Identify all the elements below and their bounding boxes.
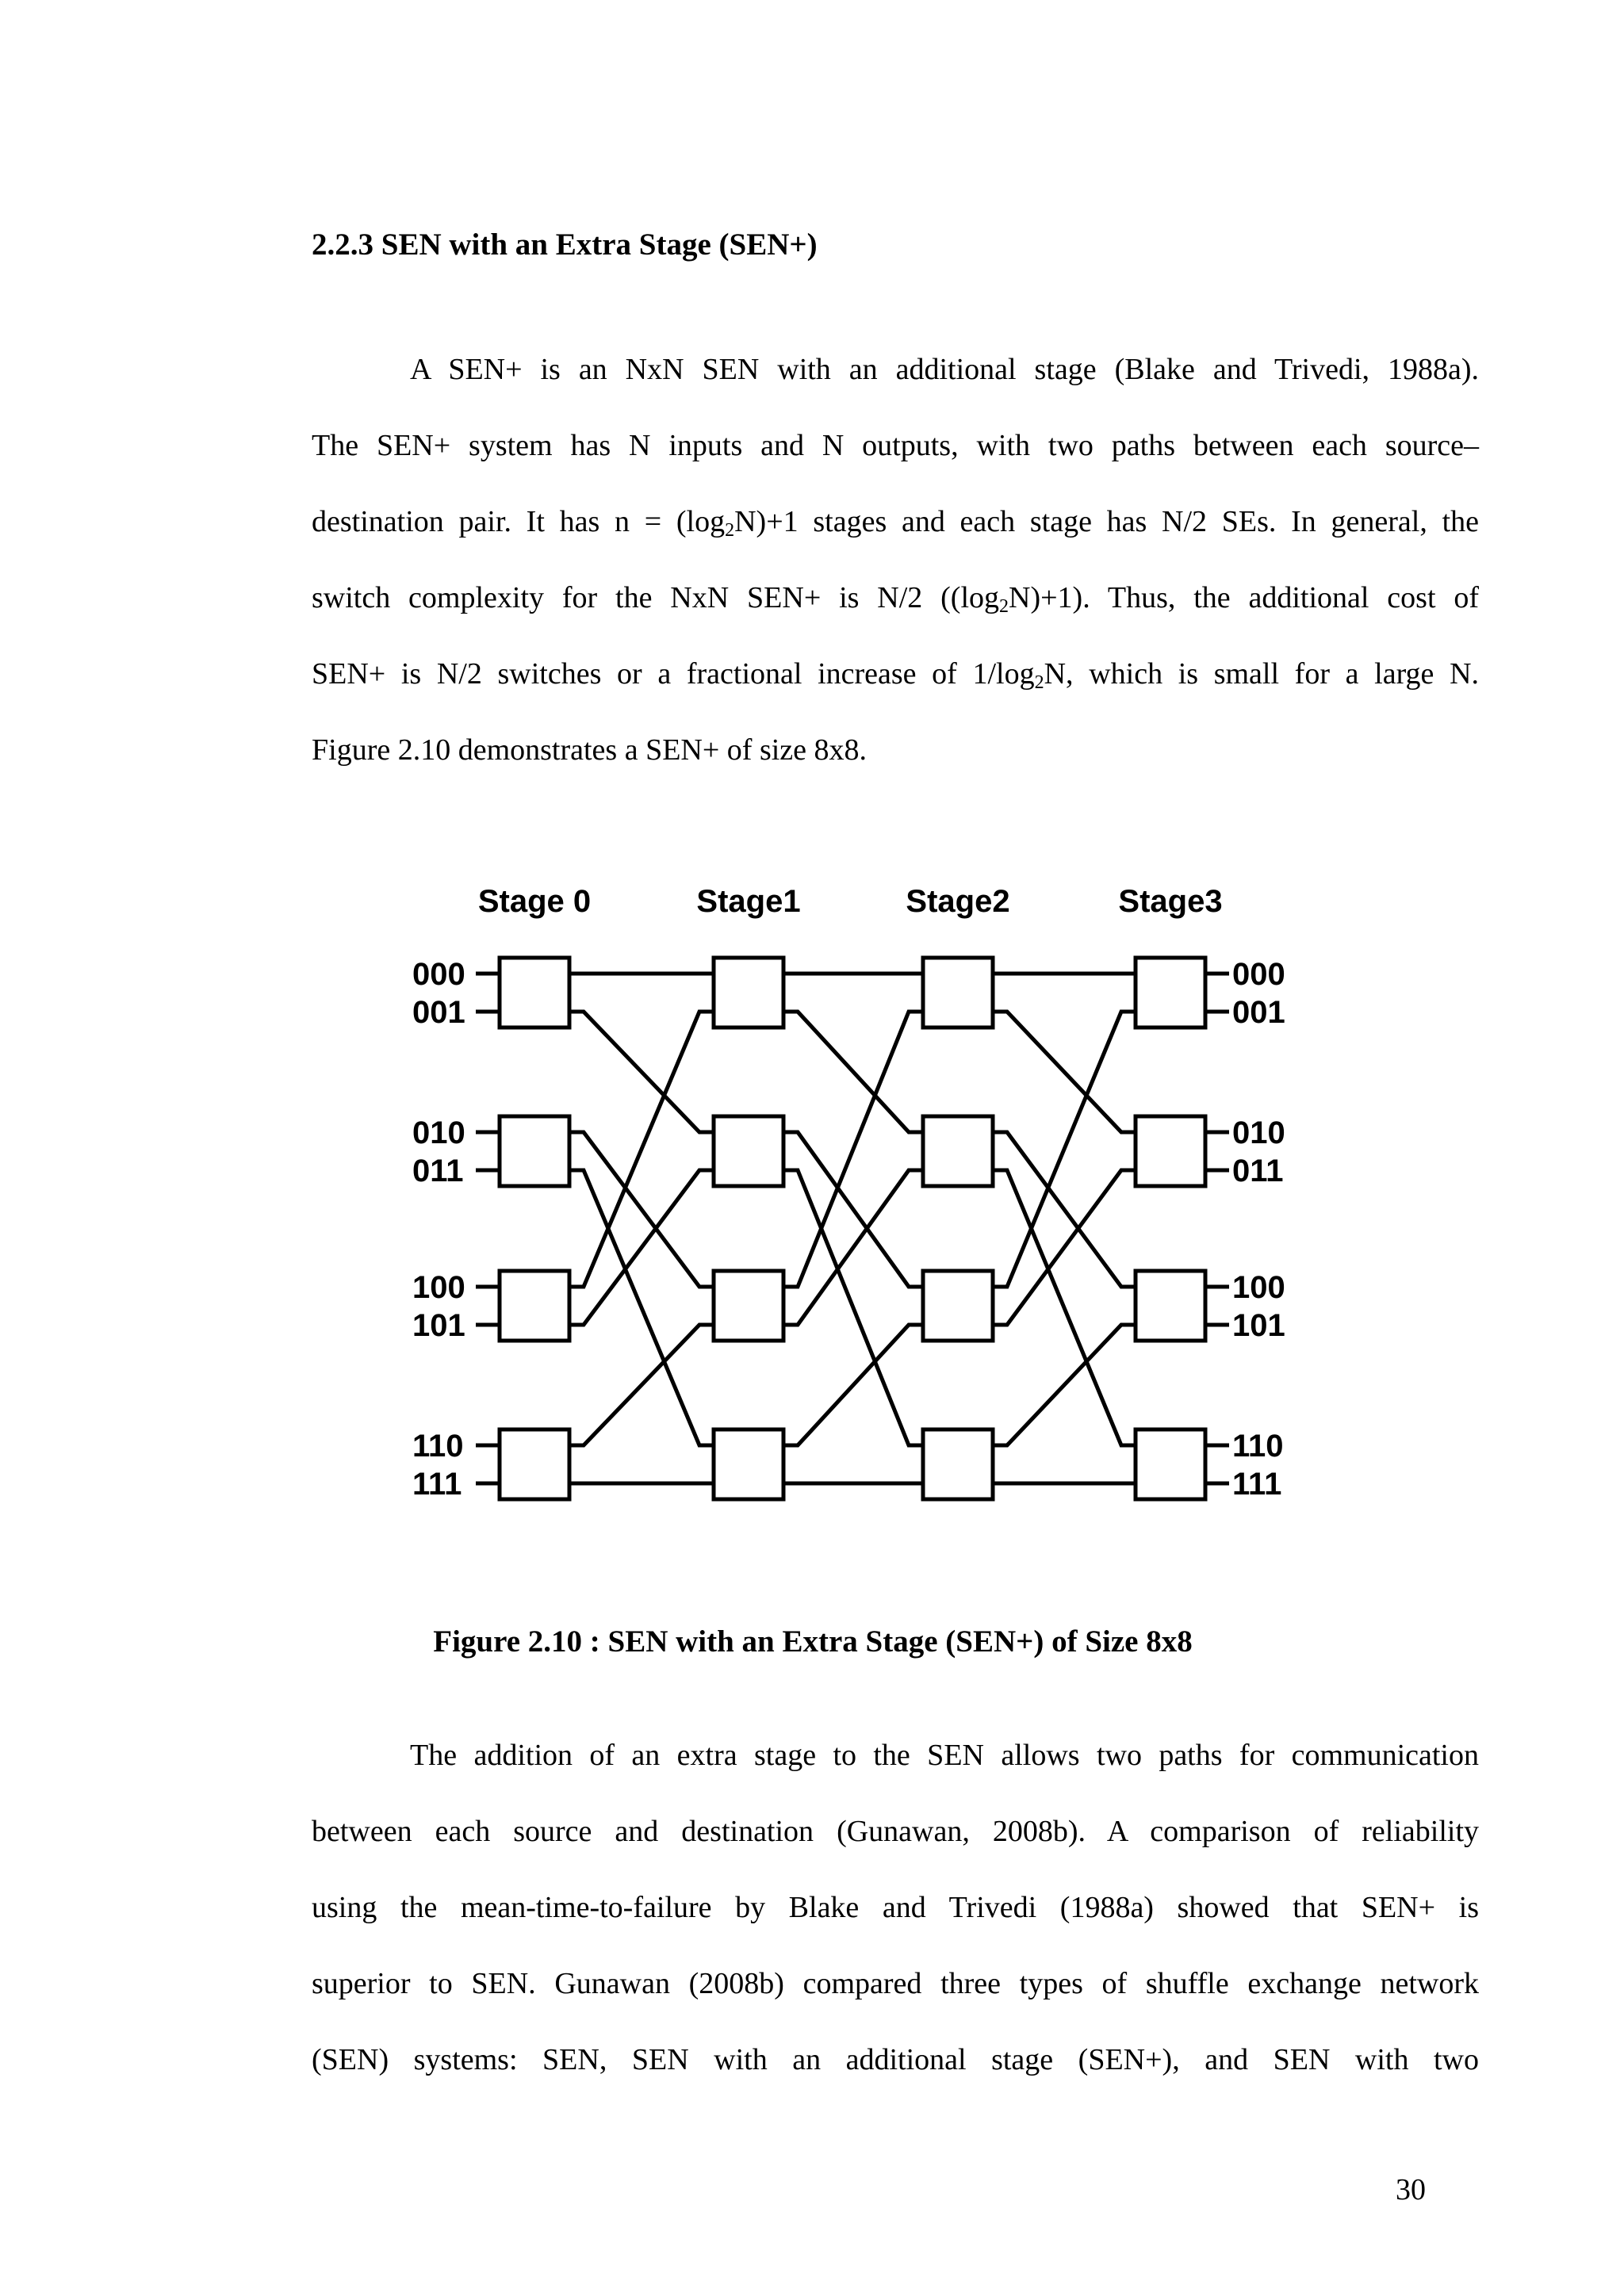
page-number: 30	[1396, 2173, 1426, 2206]
text-run: switch complexity for the NxN SEN+ is N/2 ((log	[312, 581, 1000, 614]
interstage-link	[993, 1170, 1136, 1325]
output-label: 101	[1232, 1308, 1285, 1343]
paragraph-line: Figure 2.10 demonstrates a SEN+ of size 8x8.	[312, 733, 868, 767]
stage-label: Stage 0	[477, 884, 592, 919]
text-run: destination pair. It has n = (log	[312, 505, 726, 538]
paragraph-line: The SEN+ system has N inputs and N outputs, with two paths between each source–	[312, 429, 1479, 462]
input-label: 111	[412, 1467, 462, 1502]
switch-element-box	[714, 1429, 783, 1499]
stage-label: Stage2	[906, 884, 1010, 919]
paragraph-line: between each source and destination (Gunawan, 2008b). A comparison of reliability	[312, 1815, 1479, 1848]
paragraph-line: superior to SEN. Gunawan (2008b) compared three types of shuffle exchange network	[312, 1967, 1479, 2000]
interstage-link	[993, 1132, 1136, 1287]
output-label: 110	[1232, 1429, 1284, 1464]
stage-label: Stage3	[1118, 884, 1223, 919]
input-label: 010	[412, 1115, 465, 1150]
switch-element-box	[923, 1271, 993, 1341]
paragraph-line: A SEN+ is an NxN SEN with an additional stage (Blake and Trivedi, 1988a).	[410, 353, 1479, 386]
subscript: 2	[999, 596, 1009, 617]
switch-element-box	[714, 958, 783, 1027]
output-label: 111	[1232, 1467, 1282, 1502]
input-label: 001	[412, 995, 465, 1030]
section-heading: 2.2.3 SEN with an Extra Stage (SEN+)	[312, 228, 818, 262]
input-label: 011	[412, 1154, 464, 1188]
text-run: SEN+ is N/2 switches or a fractional increase of 1/log	[312, 657, 1035, 691]
output-label: 011	[1232, 1154, 1284, 1188]
switch-element-box	[923, 958, 993, 1027]
switch-element-box	[500, 1116, 569, 1186]
interstage-link	[569, 1132, 714, 1287]
paragraph-line: (SEN) systems: SEN, SEN with an additional stage (SEN+), and SEN with two	[312, 2043, 1479, 2076]
switch-element-box	[923, 1429, 993, 1499]
paragraph-line	[312, 636, 1479, 712]
stage-label: Stage1	[696, 884, 801, 919]
switch-element-box	[1136, 958, 1205, 1027]
subscript: 2	[1034, 672, 1044, 693]
paragraph-line: The addition of an extra stage to the SEN allows two paths for communication	[410, 1739, 1479, 1772]
interstage-link	[569, 1170, 714, 1325]
interstage-link	[783, 1132, 923, 1287]
sen-plus-figure	[396, 878, 1332, 1536]
switch-element-box	[500, 958, 569, 1027]
input-label: 110	[412, 1429, 464, 1464]
text-run: N, which is small for a large N.	[1044, 657, 1480, 691]
switch-element-box	[923, 1116, 993, 1186]
switch-element-box	[1136, 1429, 1205, 1499]
text-run: N)+1). Thus, the additional cost of	[1009, 581, 1480, 614]
paragraph-line	[312, 484, 1479, 560]
output-label: 100	[1232, 1270, 1285, 1305]
output-label: 010	[1232, 1115, 1285, 1150]
output-label: 001	[1232, 995, 1285, 1030]
switch-element-box	[1136, 1116, 1205, 1186]
switch-element-box	[714, 1271, 783, 1341]
subscript: 2	[725, 520, 735, 541]
input-label: 100	[412, 1270, 465, 1305]
text-run: N)+1 stages and each stage has N/2 SEs. In general, the	[734, 505, 1479, 538]
input-label: 000	[412, 957, 465, 992]
paragraph-line: using the mean-time-to-failure by Blake and Trivedi (1988a) showed that SEN+ is	[312, 1891, 1479, 1924]
network-diagram	[396, 878, 1332, 1536]
output-label: 000	[1232, 957, 1285, 992]
input-label: 101	[412, 1308, 465, 1343]
switch-element-box	[500, 1429, 569, 1499]
switch-element-box	[500, 1271, 569, 1341]
switch-element-box	[714, 1116, 783, 1186]
paragraph-line	[312, 560, 1479, 636]
paragraph-discussion	[312, 1717, 1479, 2098]
paragraph-intro	[312, 331, 1479, 788]
interstage-link	[783, 1170, 923, 1325]
figure-caption: Figure 2.10 : SEN with an Extra Stage (SEN+) of Size 8x8	[433, 1624, 1193, 1659]
switch-element-box	[1136, 1271, 1205, 1341]
